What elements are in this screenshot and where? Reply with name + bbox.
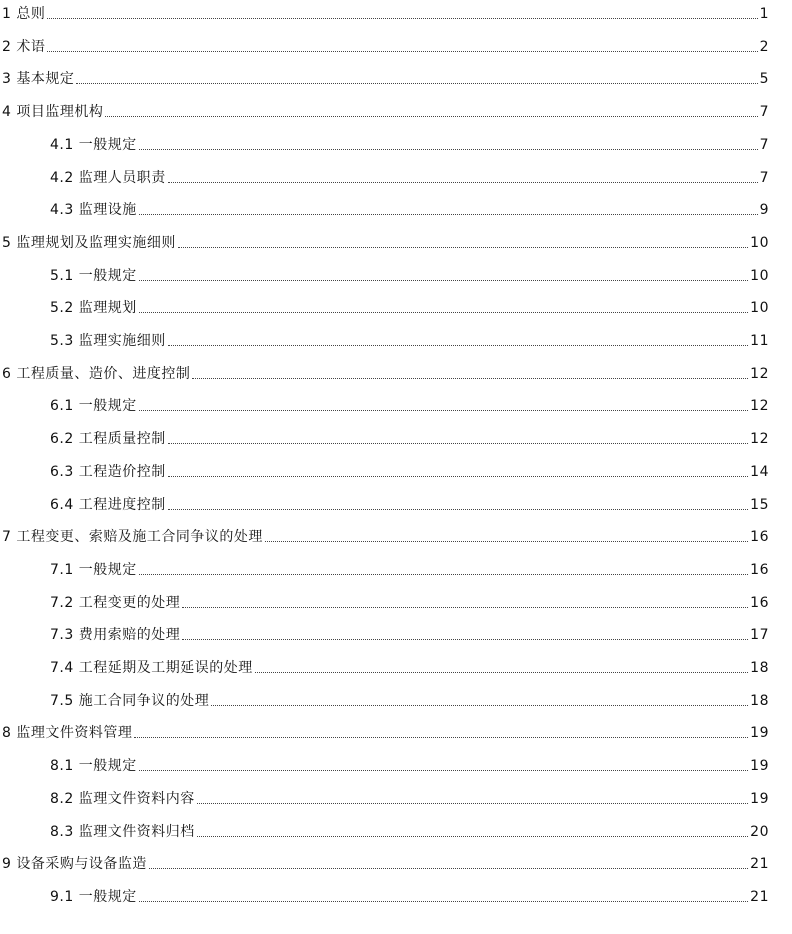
toc-entry-title: 7.2 工程变更的处理 — [50, 594, 181, 611]
toc-entry-title: 8.2 监理文件资料内容 — [50, 790, 195, 807]
toc-entry-page-number: 10 — [750, 300, 769, 317]
toc-entry-title: 6.3 工程造价控制 — [50, 463, 166, 480]
dot-leader — [192, 378, 748, 379]
toc-entry-page-number: 12 — [750, 431, 769, 448]
toc-entry[interactable] — [50, 818, 769, 840]
toc-entry[interactable] — [50, 621, 769, 643]
toc-entry-title: 8 监理文件资料管理 — [2, 725, 133, 742]
dot-leader — [197, 803, 748, 804]
toc-entry[interactable] — [50, 262, 769, 284]
dot-leader — [139, 770, 748, 771]
toc-entry-page-number: 10 — [750, 267, 769, 284]
toc-entry[interactable] — [50, 392, 769, 414]
dot-leader — [255, 672, 748, 673]
toc-entry-title: 3 基本规定 — [2, 71, 75, 88]
toc-entry-page-number: 12 — [750, 365, 769, 382]
dot-leader — [139, 901, 748, 902]
toc-entry[interactable] — [2, 65, 769, 87]
toc-entry[interactable] — [50, 491, 769, 513]
toc-entry[interactable] — [50, 589, 769, 611]
dot-leader — [139, 280, 748, 281]
toc-entry[interactable] — [2, 360, 769, 382]
dot-leader — [265, 541, 748, 542]
dot-leader — [139, 574, 748, 575]
toc-entry-title: 9 设备采购与设备监造 — [2, 856, 147, 873]
toc-entry[interactable] — [50, 883, 769, 905]
dot-leader — [182, 639, 748, 640]
toc-entry-title: 4.3 监理设施 — [50, 202, 137, 219]
toc-entry[interactable] — [50, 196, 769, 218]
toc-entry[interactable] — [2, 523, 769, 545]
toc-entry-page-number: 5 — [759, 71, 769, 88]
toc-entry-page-number: 19 — [750, 725, 769, 742]
toc-entry-page-number: 19 — [750, 758, 769, 775]
toc-entry-page-number: 2 — [759, 38, 769, 55]
toc-entry-page-number: 16 — [750, 561, 769, 578]
toc-entry-page-number: 16 — [750, 529, 769, 546]
dot-leader — [47, 51, 757, 52]
toc-entry-page-number: 17 — [750, 627, 769, 644]
dot-leader — [47, 18, 757, 19]
toc-entry-title: 4.2 监理人员职责 — [50, 169, 166, 186]
toc-entry-page-number: 14 — [750, 463, 769, 480]
toc-entry-title: 8.3 监理文件资料归档 — [50, 823, 195, 840]
toc-entry[interactable] — [2, 98, 769, 120]
toc-entry[interactable] — [50, 654, 769, 676]
toc-entry[interactable] — [50, 752, 769, 774]
toc-entry[interactable] — [2, 0, 769, 22]
toc-entry-title: 7.1 一般规定 — [50, 561, 137, 578]
toc-entry-page-number: 20 — [750, 823, 769, 840]
toc-entry-title: 7.3 费用索赔的处理 — [50, 627, 181, 644]
toc-entry-title: 5.2 监理规划 — [50, 300, 137, 317]
toc-entry-title: 6 工程质量、造价、进度控制 — [2, 365, 191, 382]
toc-entry-page-number: 7 — [759, 104, 769, 121]
toc-entry[interactable] — [50, 294, 769, 316]
toc-entry[interactable] — [50, 131, 769, 153]
dot-leader — [168, 182, 758, 183]
dot-leader — [178, 247, 748, 248]
toc-entry-page-number: 21 — [750, 888, 769, 905]
dot-leader — [105, 116, 757, 117]
toc-entry-title: 1 总则 — [2, 6, 46, 22]
toc-entry-page-number: 1 — [759, 6, 769, 22]
toc-entry-title: 6.2 工程质量控制 — [50, 431, 166, 448]
toc-entry[interactable] — [50, 458, 769, 480]
toc-entry-title: 6.4 工程进度控制 — [50, 496, 166, 513]
dot-leader — [139, 149, 758, 150]
toc-entry-page-number: 18 — [750, 660, 769, 676]
toc-entry-page-number: 15 — [750, 496, 769, 513]
toc-entry-title: 5.1 一般规定 — [50, 267, 137, 284]
dot-leader — [211, 705, 748, 706]
toc-entry-title: 7.5 施工合同争议的处理 — [50, 692, 210, 709]
toc-entry-page-number: 19 — [750, 790, 769, 807]
toc-entry[interactable] — [50, 556, 769, 578]
toc-entry-title: 8.1 一般规定 — [50, 758, 137, 775]
toc-entry[interactable] — [50, 164, 769, 186]
toc-entry-title: 5 监理规划及监理实施细则 — [2, 234, 176, 251]
toc-entry[interactable] — [50, 425, 769, 447]
toc-entry-title: 6.1 一般规定 — [50, 398, 137, 415]
toc-entry[interactable] — [50, 687, 769, 709]
toc-entry-title: 4 项目监理机构 — [2, 104, 104, 121]
dot-leader — [76, 83, 757, 84]
dot-leader — [139, 312, 748, 313]
toc-entry[interactable] — [2, 33, 769, 55]
toc-entry-page-number: 7 — [759, 136, 769, 153]
toc-entry-title: 2 术语 — [2, 38, 46, 55]
toc-entry-page-number: 11 — [750, 333, 769, 349]
dot-leader — [139, 214, 758, 215]
toc-entry-page-number: 9 — [759, 202, 769, 219]
toc-entry[interactable] — [2, 229, 769, 251]
dot-leader — [139, 410, 748, 411]
toc-entry-title: 4.1 一般规定 — [50, 136, 137, 153]
toc-entry-page-number: 12 — [750, 398, 769, 415]
toc-entry[interactable] — [2, 719, 769, 741]
toc-entry-title: 7 工程变更、索赔及施工合同争议的处理 — [2, 529, 263, 546]
dot-leader — [168, 345, 748, 346]
toc-entry-page-number: 18 — [750, 692, 769, 709]
dot-leader — [149, 868, 748, 869]
toc-entry-page-number: 7 — [759, 169, 769, 186]
dot-leader — [168, 476, 748, 477]
toc-entry-title: 5.3 监理实施细则 — [50, 333, 166, 349]
toc-entry-page-number: 10 — [750, 234, 769, 251]
toc-entry[interactable] — [2, 850, 769, 872]
toc-entry-title: 9.1 一般规定 — [50, 888, 137, 905]
dot-leader — [168, 443, 748, 444]
toc-entry[interactable] — [50, 785, 769, 807]
dot-leader — [197, 836, 748, 837]
dot-leader — [182, 607, 748, 608]
dot-leader — [168, 509, 748, 510]
toc-entry[interactable] — [50, 327, 769, 349]
toc-entry-title: 7.4 工程延期及工期延误的处理 — [50, 660, 253, 676]
dot-leader — [134, 737, 748, 738]
toc-entry-page-number: 16 — [750, 594, 769, 611]
toc-entry-page-number: 21 — [750, 856, 769, 873]
